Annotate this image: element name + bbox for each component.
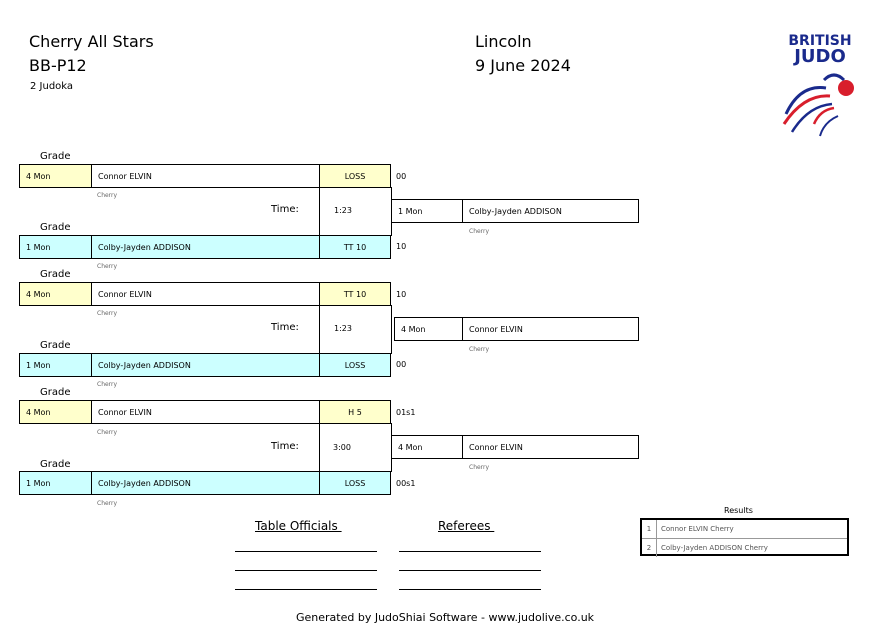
- signature-line: [235, 551, 377, 552]
- grade-cell: 4 Mon: [19, 400, 92, 424]
- grade-label: Grade: [40, 222, 71, 233]
- match-result: LOSS: [319, 164, 391, 188]
- category-title: BB-P12: [29, 56, 87, 75]
- bracket-line: [319, 305, 320, 354]
- referees-title: Referees: [438, 519, 495, 533]
- competitor-club: Cherry: [97, 310, 118, 317]
- time-label: Time:: [271, 322, 299, 333]
- winner-name: Connor ELVIN: [462, 435, 639, 459]
- competitor-name: Connor ELVIN: [91, 282, 320, 306]
- match-result: LOSS: [319, 353, 391, 377]
- competitor-name: Colby-Jayden ADDISON: [91, 471, 320, 495]
- event-date: 9 June 2024: [475, 56, 571, 75]
- table-officials-title: Table Officials: [255, 519, 342, 533]
- time-label: Time:: [271, 441, 299, 452]
- results-row: [642, 520, 847, 539]
- grade-label: Grade: [40, 269, 71, 280]
- footer-text: Generated by JudoShiai Software - www.judolive.co.uk: [296, 611, 595, 624]
- competitor-club: Cherry: [97, 192, 118, 199]
- match-result: H 5: [319, 400, 391, 424]
- grade-label: Grade: [40, 340, 71, 351]
- match-result: TT 10: [319, 235, 391, 259]
- logo-text-british: BRITISH: [788, 33, 852, 49]
- match-time: 3:00: [333, 443, 351, 452]
- score: 01s1: [396, 408, 416, 417]
- results-rank: 2: [642, 539, 657, 557]
- signature-line: [399, 551, 541, 552]
- winner-club: Cherry: [469, 464, 490, 471]
- bracket-line: [319, 423, 320, 472]
- time-label: Time:: [271, 204, 299, 215]
- results-title: Results: [724, 506, 753, 515]
- competitor-name: Connor ELVIN: [91, 400, 320, 424]
- winner-name: Connor ELVIN: [462, 317, 639, 341]
- results-name: Colby-Jayden ADDISON Cherry: [661, 544, 768, 552]
- match-time: 1:23: [334, 206, 352, 215]
- score: 00: [396, 172, 407, 181]
- grade-cell: 1 Mon: [19, 235, 92, 259]
- winner-club: Cherry: [469, 346, 490, 353]
- competitor-name: Connor ELVIN: [91, 164, 320, 188]
- competitor-name: Colby-Jayden ADDISON: [91, 353, 320, 377]
- grade-label: Grade: [40, 151, 71, 162]
- competitor-club: Cherry: [97, 429, 118, 436]
- logo-text-judo: JUDO: [794, 46, 846, 67]
- signature-line: [399, 589, 541, 590]
- signature-line: [399, 570, 541, 571]
- grade-cell: 1 Mon: [19, 471, 92, 495]
- grade-cell: 4 Mon: [19, 164, 92, 188]
- results-name: Connor ELVIN Cherry: [661, 525, 734, 533]
- match-time: 1:23: [334, 324, 352, 333]
- grade-cell: 4 Mon: [19, 282, 92, 306]
- club-title: Cherry All Stars: [29, 32, 154, 51]
- british-judo-logo: [780, 34, 860, 142]
- score: 10: [396, 242, 407, 251]
- winner-club: Cherry: [469, 228, 490, 235]
- grade-cell: 1 Mon: [19, 353, 92, 377]
- competitor-club: Cherry: [97, 500, 118, 507]
- grade-label: Grade: [40, 459, 71, 470]
- winner-grade: 1 Mon: [391, 199, 463, 223]
- winner-name: Colby-Jayden ADDISON: [462, 199, 639, 223]
- bracket-line: [391, 305, 392, 354]
- judoka-count: 2 Judoka: [30, 81, 74, 92]
- score: 00s1: [396, 479, 416, 488]
- judo-figure-icon: [780, 66, 860, 138]
- competitor-club: Cherry: [97, 263, 118, 270]
- competitor-name: Colby-Jayden ADDISON: [91, 235, 320, 259]
- results-rank: 1: [642, 520, 657, 538]
- signature-line: [235, 570, 377, 571]
- location: Lincoln: [475, 32, 532, 51]
- score: 00: [396, 360, 407, 369]
- grade-label: Grade: [40, 387, 71, 398]
- bracket-line: [319, 187, 320, 236]
- winner-grade: 4 Mon: [391, 435, 463, 459]
- results-row: [642, 539, 847, 557]
- match-result: LOSS: [319, 471, 391, 495]
- score: 10: [396, 290, 407, 299]
- competitor-club: Cherry: [97, 381, 118, 388]
- match-result: TT 10: [319, 282, 391, 306]
- winner-grade: 4 Mon: [394, 317, 463, 341]
- signature-line: [235, 589, 377, 590]
- results-table: [640, 518, 849, 556]
